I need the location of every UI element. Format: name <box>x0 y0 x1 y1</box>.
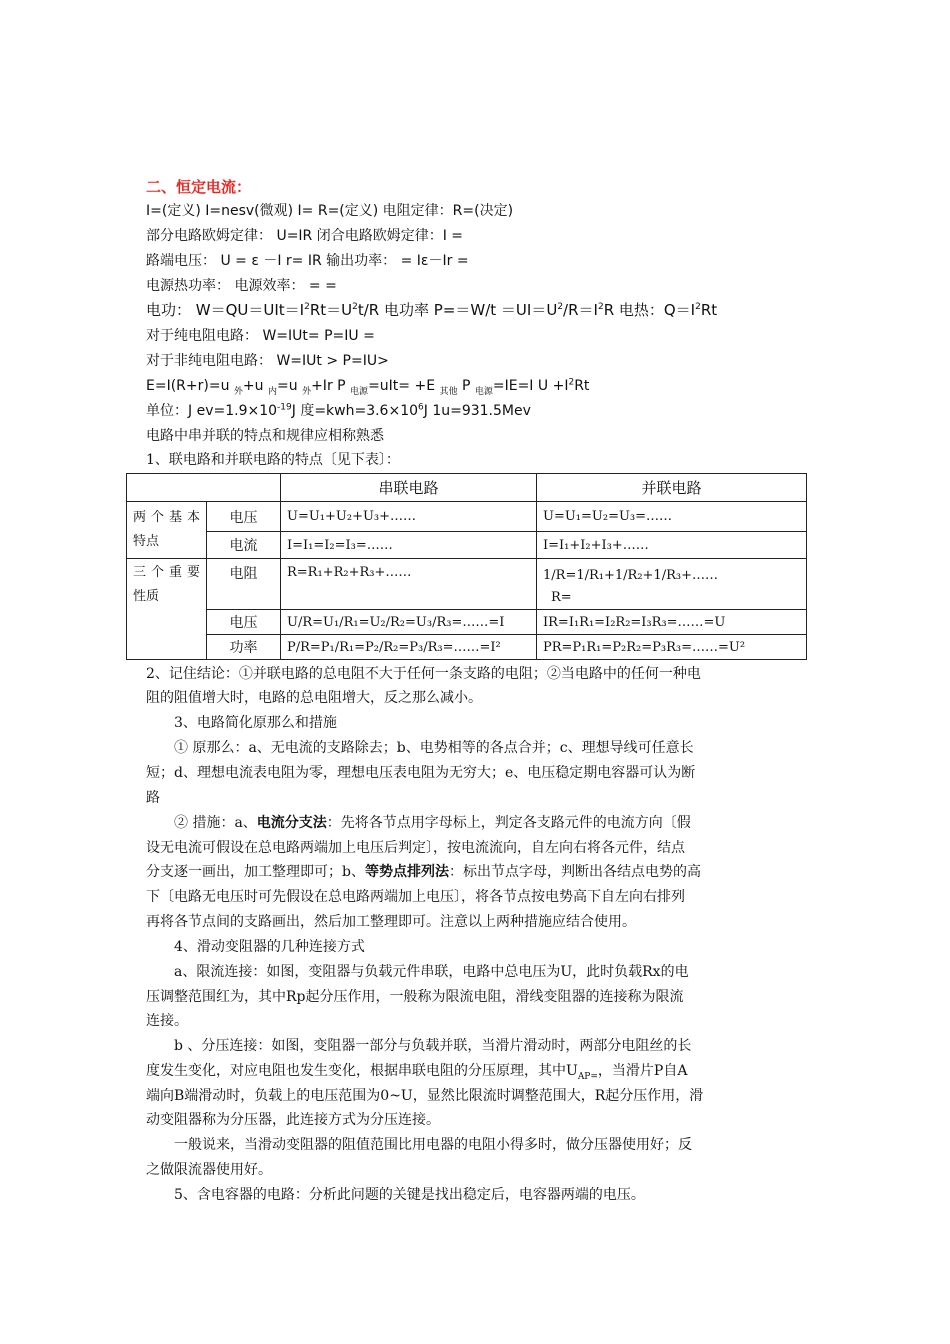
principle-line-1: ① 原那么：a、无电流的支路除去；b、电势相等的各点合并；c、理想导线可任意长 <box>174 740 694 756</box>
parallel-voltage-cell: U=U₁=U₂=U₃=…… <box>537 502 807 532</box>
conclusion-line-2: 阻的阻值增大时，电路的总电阻增大，反之那么减小。 <box>146 690 482 706</box>
method-line-3: 分支逐一画出，加工整理即可；b、等势点排列法：标出节点字母，判断出各结点电势的高 <box>146 864 701 880</box>
parallel-resistance-cell <box>537 559 807 610</box>
divider-line-3: 端向B端滑动时，负载上的电压范围为0~U，显然比限流时调整范围大，R起分压作用，滑 <box>146 1088 704 1104</box>
formula-line-source-power: 电源热功率： 电源效率： = = <box>146 278 337 294</box>
method-line-1: ② 措施：a、电流分支法：先将各节点用字母标上，判定各支路元件的电流方向〔假 <box>174 815 691 831</box>
formula-line-note: 电路中串并联的特点和规律应相称熟悉 <box>146 428 384 444</box>
series-voltage-cell: U=U₁+U₂+U₃+…… <box>281 502 537 532</box>
method-line-4: 下〔电路无电压时可先假设在总电路两端加上电压〕，将各节点按电势高下自左向右排列 <box>146 889 685 905</box>
method-line-2: 设无电流可假设在总电路两端加上电压后判定〕，按电流流向，自左向右将各元件，结点 <box>146 840 685 856</box>
principle-line-3: 路 <box>146 790 160 806</box>
row-label-resistance: 电阻 <box>207 559 281 610</box>
formula-line-pure-resistance: 对于纯电阻电路： W=IUt= P=IU = <box>146 328 375 344</box>
usage-line-1: 一般说来，当滑动变阻器的阻值范围比用电器的电阻小得多时，做分压器使用好；反 <box>174 1137 692 1153</box>
row-label-voltage: 电压 <box>207 502 281 532</box>
parallel-current-cell: I=I₁+I₂+I₃+…… <box>537 532 807 559</box>
capacitor-line: 5、含电容器的电路：分析此问题的关键是找出稳定后，电容器两端的电压。 <box>174 1187 645 1203</box>
category-properties: 三 个 重 要性质 <box>127 559 207 660</box>
series-vprop-cell: U/R=U₁/R₁=U₂/R₂=U₃/R₃=……=I <box>281 610 537 635</box>
formula-line-terminal-voltage: 路端电压： U = ε －I r= IR 输出功率： = Iε－Ir = <box>146 253 469 269</box>
series-resistance-cell: R=R₁+R₂+R₃+…… <box>281 559 537 610</box>
header-parallel: 并联电路 <box>537 474 807 502</box>
formula-line-units: 单位：J $ev=1.9\times 10^{-19}J$ 度$=kwh=3.6\times 10^6J$ 1u=931.5Mev <box>146 402 531 419</box>
formula-line-electric-work: 电功： $W=QU=UIt=I^2Rt=U^2t/R$ 电功率 $P==W/t =UI=U^2/R=I^2R$ 电热：$Q=I^2Rt$ <box>146 301 718 319</box>
usage-line-2: 之做限流器使用好。 <box>146 1162 272 1178</box>
current-limit-line-3: 连接。 <box>146 1013 188 1029</box>
divider-line-4: 动变阻器称为分压器，此连接方式为分压连接。 <box>146 1112 440 1128</box>
series-power-cell: P/R=P₁/R₁=P₂/R₂=P₃/R₃=……=I² <box>281 635 537 660</box>
parallel-vprop-cell: IR=I₁R₁=I₂R₂=I₃R₃=……=U <box>537 610 807 635</box>
formula-line-emf: E=I(R+r)=u $_外$+u $_内$=u $_外$+Ir P $_{电源}$=uIt= +E $_{其他}$ P $_{电源}$=IE=I $U +I^2Rt$ <box>146 377 590 397</box>
divider-line-2: 度发生变化，对应电阻也发生变化，根据串联电阻的分压原理，其中$U_{AP=}$，当滑片P自A <box>146 1063 688 1082</box>
formula-line-ohm: 部分电路欧姆定律： U=IR 闭合电路欧姆定律：I = <box>146 228 464 244</box>
conclusion-line-1: 2、记住结论：①并联电路的总电阻不大于任何一条支路的电阻；②当电路中的任何一种电 <box>146 666 701 682</box>
row-label-current: 电流 <box>207 532 281 559</box>
current-limit-line-2: 压调整范围红为，其中Rp起分压作用，一般称为限流电阻，滑线变阻器的连接称为限流 <box>146 989 684 1005</box>
current-branch-method: 电流分支法 <box>256 815 327 831</box>
row-label-voltage-prop: 电压 <box>207 610 281 635</box>
simplification-title: 3、电路简化原那么和措施 <box>174 715 337 731</box>
equipotential-method: 等势点排列法 <box>364 864 449 880</box>
row-label-power: 功率 <box>207 635 281 660</box>
table-corner-cell <box>127 474 281 502</box>
method-line-5: 再将各节点间的支路画出，然后加工整理即可。注意以上两种措施应结合使用。 <box>146 914 636 930</box>
list-intro: 1、联电路和并联电路的特点〔见下表〕： <box>146 452 400 468</box>
divider-line-1: b 、分压连接：如图，变阻器一部分与负载并联，当滑片滑动时，两部分电阻丝的长 <box>174 1038 692 1054</box>
parallel-resistance-total: R= <box>551 590 572 605</box>
header-series: 串联电路 <box>281 474 537 502</box>
parallel-power-cell: PR=P₁R₁=P₂R₂=P₃R₃=……=U² <box>537 635 807 660</box>
category-basic: 两 个 基 本特点 <box>127 502 207 559</box>
section-title: 二、恒定电流： <box>146 178 252 196</box>
formula-line-definitions: I=(定义) I=nesv(微观) I= R=(定义) 电阻定律：R=(决定) <box>146 203 514 219</box>
series-current-cell: I=I₁=I₂=I₃=…… <box>281 532 537 559</box>
principle-line-2: 短；d、理想电流表电阻为零，理想电压表电阻为无穷大；e、电压稳定期电容器可认为断 <box>146 765 696 781</box>
formula-line-nonpure-resistance: 对于非纯电阻电路： W=IUt > P=IU> <box>146 353 389 369</box>
series-parallel-table <box>126 473 807 660</box>
current-limit-line-1: a、限流连接：如图，变阻器与负载元件串联，电路中总电压为U，此时负载Rx的电 <box>174 964 689 980</box>
parallel-resistance-formula: 1/R=1/R₁+1/R₂+1/R₃+…… <box>543 568 718 583</box>
rheostat-title: 4、滑动变阻器的几种连接方式 <box>174 939 365 955</box>
